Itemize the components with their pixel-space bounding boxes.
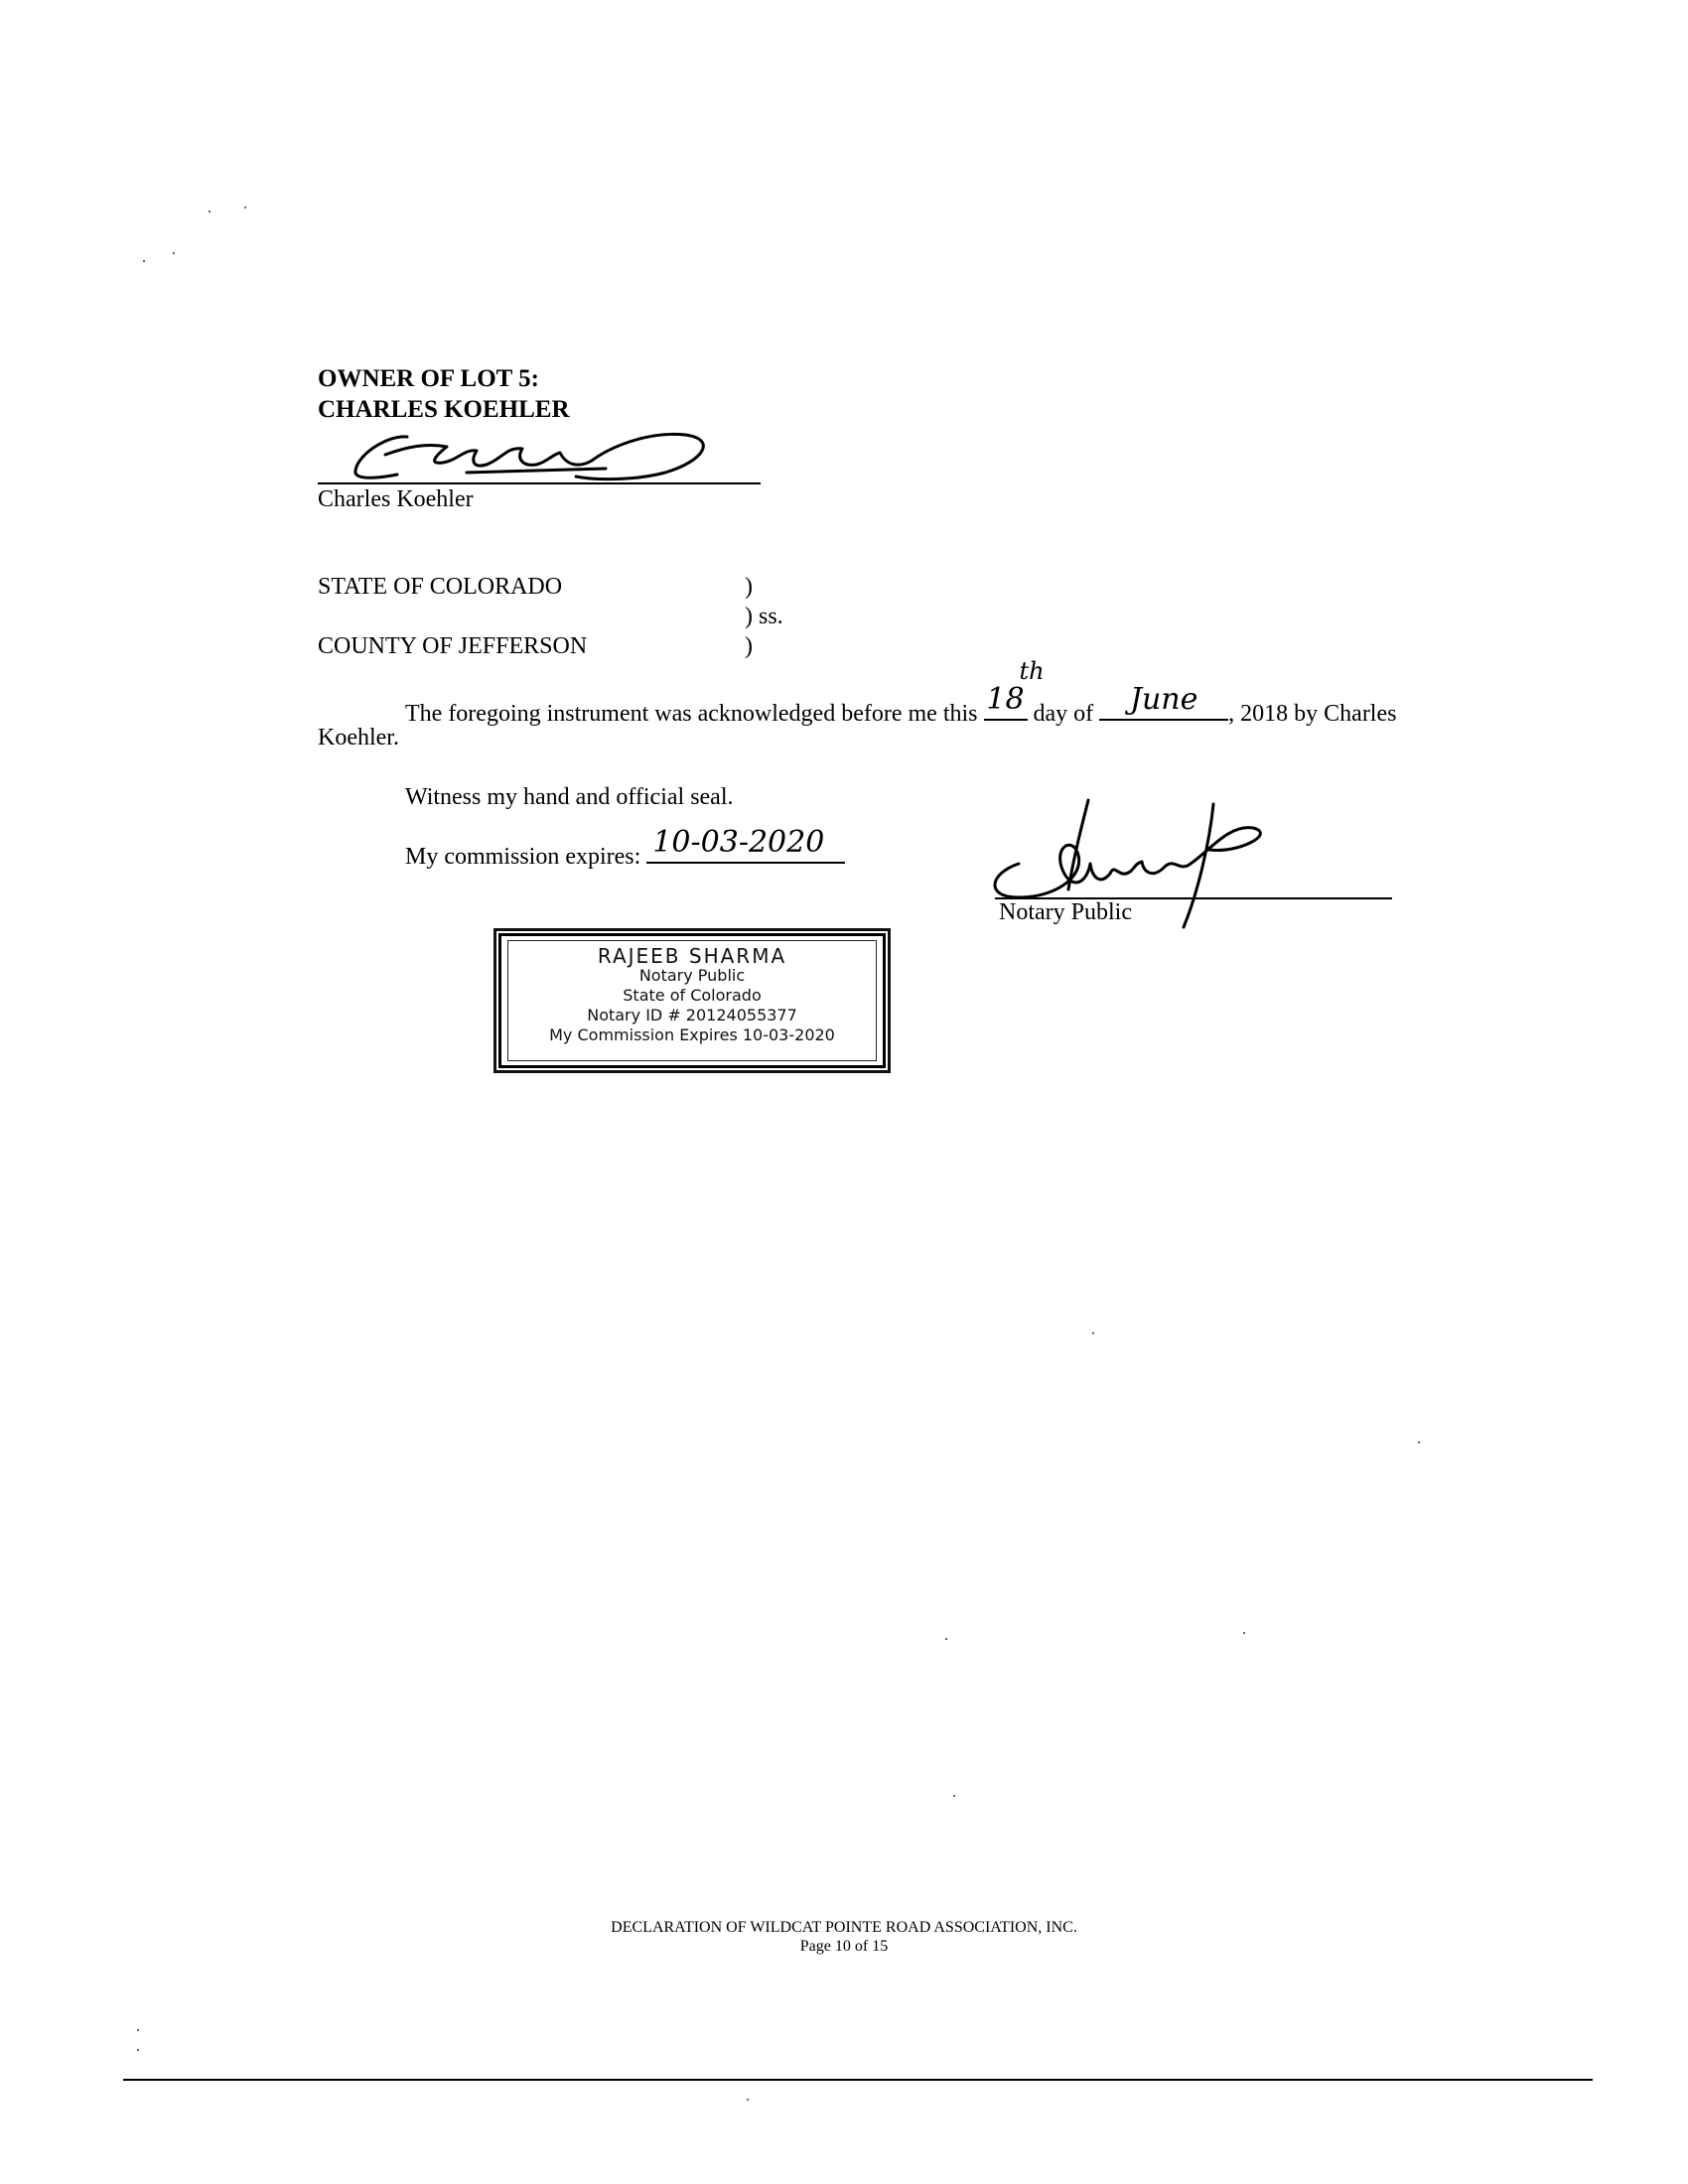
acknowledgment-prefix: The foregoing instrument was acknowledged before me this xyxy=(405,701,984,727)
acknowledgment-middle: day of xyxy=(1027,701,1100,727)
scan-speck xyxy=(143,260,145,262)
owner-signature-image xyxy=(348,425,725,488)
owner-heading-line1: OWNER OF LOT 5: xyxy=(318,365,539,392)
venue-paren-top: ) xyxy=(745,574,753,600)
acknowledgment-suffix: , 2018 by Charles xyxy=(1228,701,1397,727)
commission-label: My commission expires: xyxy=(405,844,647,870)
bottom-rule xyxy=(123,2079,1593,2081)
stamp-text xyxy=(501,946,883,1045)
commission-value: 10-03-2020 xyxy=(652,825,825,860)
owner-heading-line2: CHARLES KOEHLER xyxy=(318,396,570,423)
notary-stamp xyxy=(498,933,886,1068)
day-value: 18 xyxy=(986,682,1025,717)
scan-speck xyxy=(137,2049,139,2051)
notary-public-label: Notary Public xyxy=(999,899,1132,925)
venue-paren-ss: ) ss. xyxy=(745,604,783,629)
footer-title: DECLARATION OF WILDCAT POINTE ROAD ASSOCIATION, INC. xyxy=(611,1919,1077,1936)
acknowledgment-continuation: Koehler. xyxy=(318,725,399,751)
owner-signer-name: Charles Koehler xyxy=(318,486,474,512)
scan-speck xyxy=(137,2029,139,2031)
commission-line xyxy=(405,825,845,871)
month-value: June xyxy=(1129,682,1198,717)
scan-speck xyxy=(244,206,246,208)
scan-speck xyxy=(747,2099,749,2101)
scan-speck xyxy=(209,210,211,212)
scan-speck xyxy=(173,252,175,254)
day-suffix: th xyxy=(1019,657,1045,685)
stamp-title: Notary Public xyxy=(638,966,746,985)
month-blank xyxy=(1099,682,1228,721)
stamp-notary-id: Notary ID # 20124055377 xyxy=(587,1006,797,1024)
scan-speck xyxy=(953,1795,955,1797)
day-blank xyxy=(984,657,1045,721)
venue-state: STATE OF COLORADO xyxy=(318,574,563,600)
acknowledgment-line xyxy=(405,657,1397,728)
witness-text: Witness my hand and official seal. xyxy=(405,784,734,810)
page-number: Page 10 of 15 xyxy=(799,1938,889,1955)
stamp-state: State of Colorado xyxy=(623,986,762,1005)
stamp-expiration: My Commission Expires 10-03-2020 xyxy=(549,1025,835,1044)
owner-signature-line xyxy=(318,482,761,484)
scan-speck xyxy=(1243,1632,1245,1634)
commission-blank xyxy=(646,825,845,864)
scan-speck xyxy=(1092,1332,1094,1334)
scan-speck xyxy=(945,1638,947,1640)
scan-speck xyxy=(1418,1441,1420,1443)
stamp-notary-name: RAJEEB SHARMA xyxy=(597,944,787,968)
venue-county: COUNTY OF JEFFERSON xyxy=(318,633,588,659)
venue-paren-bottom: ) xyxy=(745,633,753,659)
owner-heading xyxy=(318,363,570,425)
